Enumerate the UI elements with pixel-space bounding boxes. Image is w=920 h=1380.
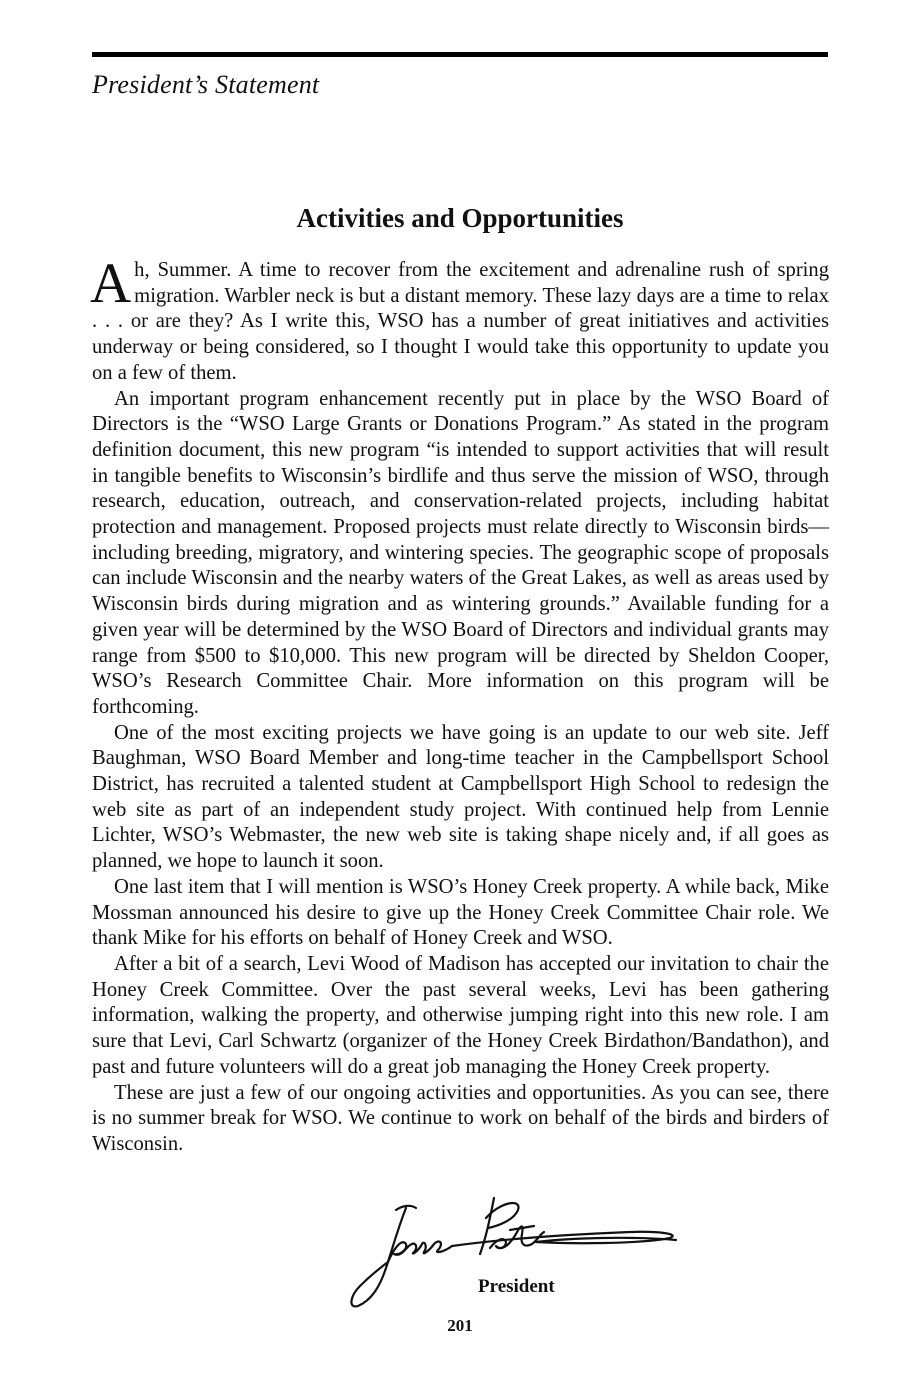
- paragraph: One of the most exciting projects we have going is an update to our web site. Jeff Baughman, WSO Board Member and long-time teacher in the Campbellsport School District, has recruited a talented student at Campbellsport High School to redesign the web site as part of an independent study project. With continued help from Lennie Lichter, WSO’s Webmaster, the new web site is taking shape nicely and, if all goes as planned, we hope to launch it soon.: [92, 721, 829, 873]
- paragraph-text: h, Summer. A time to recover from the excitement and adrenaline rush of spring migration. Warbler neck is but a distant memory. These lazy days are a time to relax . . . or are they? As I write this, WSO has a number of great initiatives and activities underway or being considered, so I thought I would take this opportunity to update you on a few of them.: [92, 259, 829, 384]
- paragraph: After a bit of a search, Levi Wood of Madison has accepted our invitation to chair the Honey Creek Committee. Over the past several weeks, Levi has been gathering information, walking the property, and otherwise jumping right into this new role. I am sure that Levi, Carl Schwartz (organizer of the Honey Creek Birdathon/Bandathon), and past and future volunteers will do a great job managing the Honey Creek property.: [92, 952, 829, 1078]
- paragraph: An important program enhancement recently put in place by the WSO Board of Directors is the “WSO Large Grants or Donations Program.” As stated in the program definition document, this new program “is intended to support activities that will result in tangible benefits to Wisconsin’s birdlife and thus serve the mission of WSO, through research, education, outreach, and conservation-related projects, including habitat protection and management. Proposed projects must relate directly to Wisconsin birds—including breeding, migratory, and wintering species. The geographic scope of proposals can include Wisconsin and the nearby waters of the Great Lakes, as well as areas used by Wisconsin birds during migration and as wintering grounds.” Available funding for a given year will be determined by the WSO Board of Directors and individual grants may range from $500 to $10,000. This new program will be directed by Sheldon Cooper, WSO’s Research Committee Chair. More information on this program will be forthcoming.: [92, 387, 829, 718]
- paragraph: [90, 252, 829, 387]
- article-title: Activities and Opportunities: [296, 203, 624, 233]
- page-number: 201: [447, 1316, 473, 1335]
- section-header: President’s Statement: [92, 70, 320, 99]
- paragraph: These are just a few of our ongoing activities and opportunities. As you can see, there is no summer break for WSO. We continue to work on behalf of the birds and birders of Wisconsin.: [92, 1081, 829, 1155]
- header-rule: [92, 52, 828, 57]
- drop-cap: A: [90, 252, 132, 315]
- article-body: [90, 252, 829, 1158]
- signature-title: President: [478, 1276, 555, 1297]
- paragraph: One last item that I will mention is WSO’s Honey Creek property. A while back, Mike Mossman announced his desire to give up the Honey Creek Committee Chair role. We thank Mike for his efforts on behalf of Honey Creek and WSO.: [92, 875, 829, 950]
